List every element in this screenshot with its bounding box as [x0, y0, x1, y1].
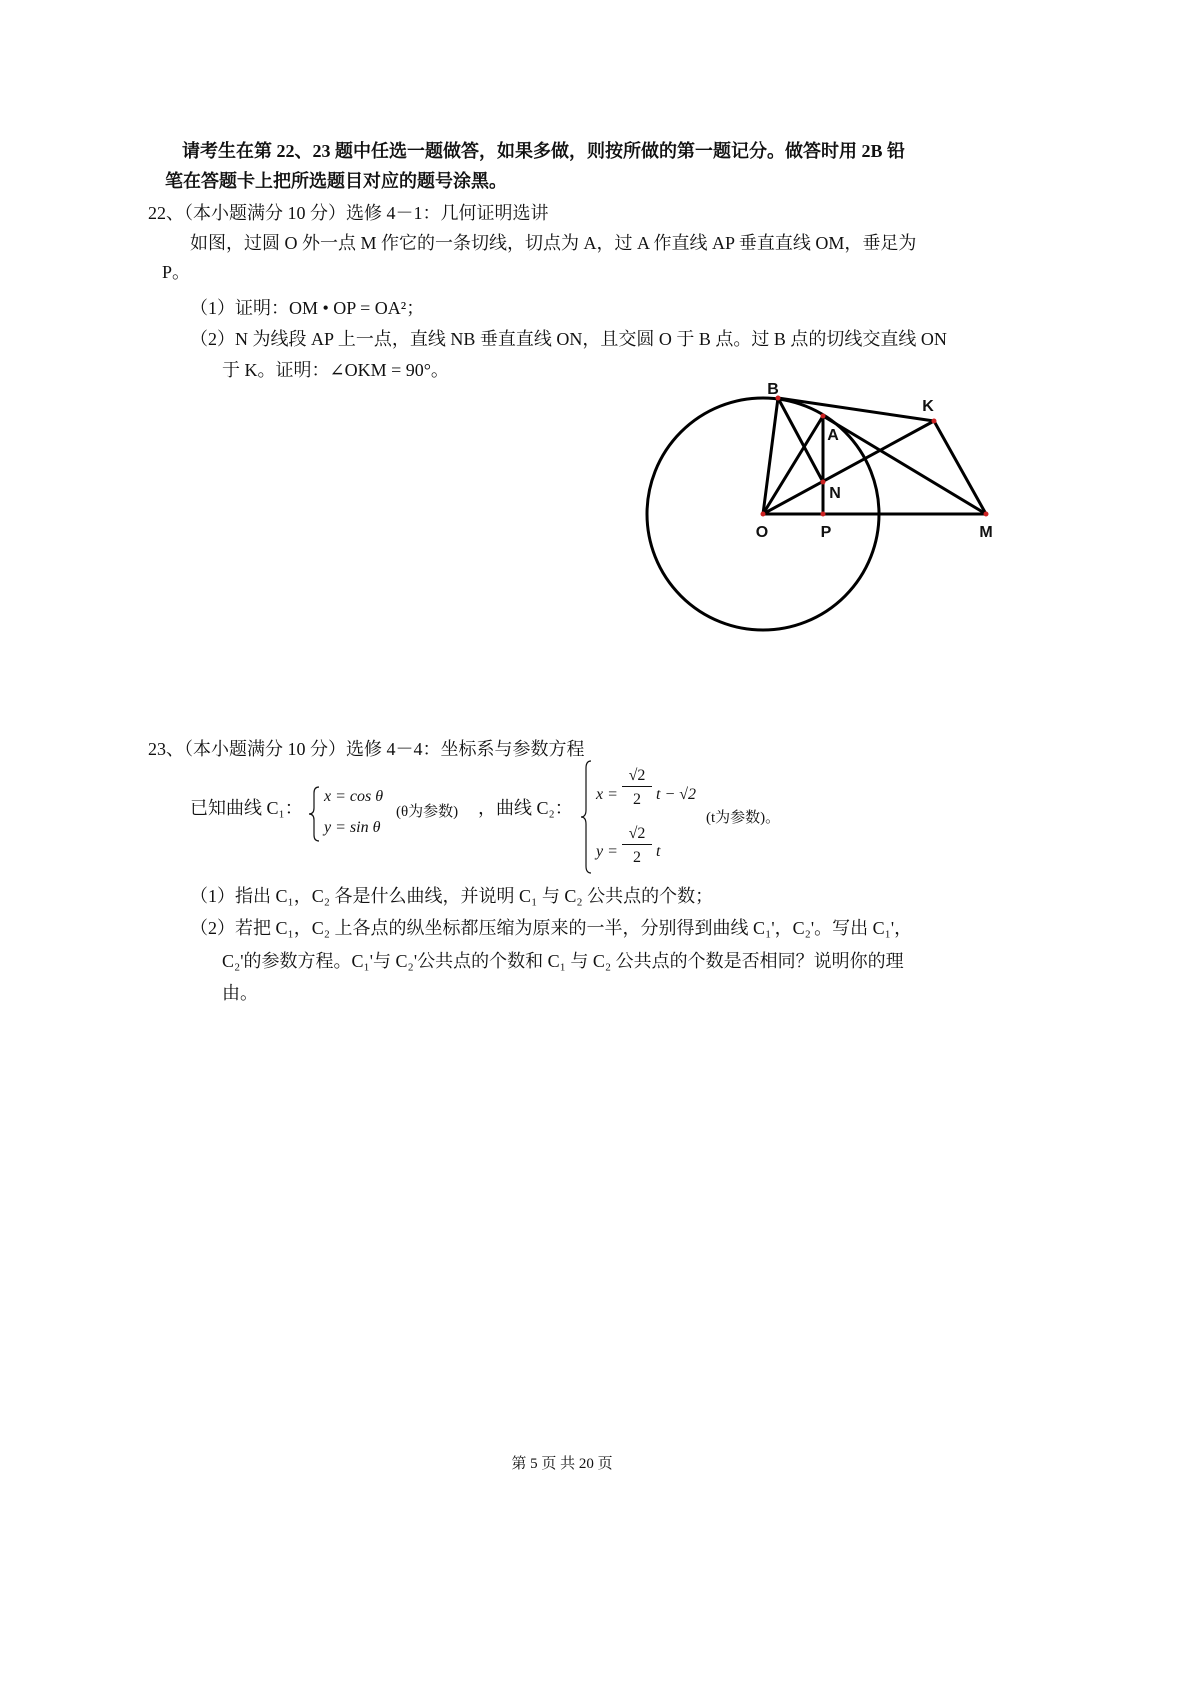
q22-heading: 22、（本小题满分 10 分）选修 4－1：几何证明选讲 [148, 203, 549, 223]
point-o [761, 512, 766, 517]
q22-part-2-line-2: 于 K。证明：∠OKM = 90°。 [222, 360, 449, 380]
tangent-am [823, 416, 986, 514]
c2-x-fraction [622, 766, 652, 810]
q22-stem-line-2: P。 [162, 262, 191, 282]
q22-part-1: （1）证明：OM • OP = OA²； [190, 298, 425, 318]
label-b: B [767, 381, 779, 398]
c2-y-fraction [622, 824, 652, 868]
c2-x-rhs: t − √2 [656, 786, 697, 803]
q23-part-1: （1）指出 C₁，C₂ 各是什么曲线，并说明 C₁ 与 C₂ 公共点的个数； [190, 886, 714, 906]
c2-x-lhs: x = [596, 786, 618, 803]
c2-y-fraction-numerator: √2 [622, 824, 652, 845]
point-p [821, 512, 826, 517]
c1-equation-x: x = cos θ [324, 788, 384, 805]
page-footer: 第 5 页 共 20 页 [511, 1456, 613, 1472]
c2-brace [580, 760, 594, 874]
c2-end-punctuation: 。 [765, 810, 781, 826]
tangent-bk [778, 398, 934, 421]
point-k [932, 419, 937, 424]
label-k: K [922, 398, 934, 415]
c2-x-fraction-denominator: 2 [633, 791, 641, 808]
q23-part-2-line-3: 由。 [222, 983, 258, 1003]
label-m: M [979, 524, 993, 541]
q23-heading: 23、（本小题满分 10 分）选修 4－4：坐标系与参数方程 [148, 739, 585, 759]
q22-part-2-line-1: （2）N 为线段 AP 上一点，直线 NB 垂直直线 ON，且交圆 O 于 B 点。过 B 点的切线交直线 ON [190, 329, 947, 349]
label-a: A [827, 427, 839, 444]
label-p: P [820, 524, 832, 541]
c1-parameter-note: (θ为参数) [396, 804, 459, 820]
point-a [821, 414, 826, 419]
point-m [984, 512, 989, 517]
q22-stem-line-1: 如图，过圆 O 外一点 M 作它的一条切线，切点为 A，过 A 作直线 AP 垂直直线 OM，垂足为 [190, 233, 917, 253]
c2-y-rhs: t [656, 843, 661, 860]
c1-equation-y: y = sin θ [324, 819, 381, 836]
instruction-line-2: 笔在答题卡上把所选题目对应的题号涂黑。 [165, 171, 507, 191]
c2-parameter-text: (t为参数) [706, 810, 766, 826]
line-ob [763, 398, 778, 514]
q23-part-2-line-2: C₂'的参数方程。C₁'与 C₂'公共点的个数和 C₁ 与 C₂ 公共点的个数是否相同？说明你的理 [222, 951, 904, 971]
q23-given-prefix: 已知曲线 C₁： [190, 798, 303, 818]
geometry-figure [600, 360, 1020, 660]
q23-given-mid: ，曲线 C₂： [478, 798, 573, 818]
q23-part-2-line-1: （2）若把 C₁，C₂ 上各点的纵坐标都压缩为原来的一半，分别得到曲线 C₁'，C₂'。写出 C₁'， [190, 918, 913, 938]
label-o: O [755, 524, 769, 541]
c1-brace [308, 786, 322, 842]
c2-x-fraction-numerator: √2 [622, 766, 652, 787]
c2-y-lhs: y = [596, 843, 618, 860]
c2-y-fraction-denominator: 2 [633, 849, 641, 866]
label-n: N [829, 485, 841, 502]
point-n [821, 480, 826, 485]
c2-parameter-note [706, 808, 780, 828]
instruction-line-1: 请考生在第 22、23 题中任选一题做答，如果多做，则按所做的第一题记分。做答时用 2B 铅 [182, 141, 906, 161]
